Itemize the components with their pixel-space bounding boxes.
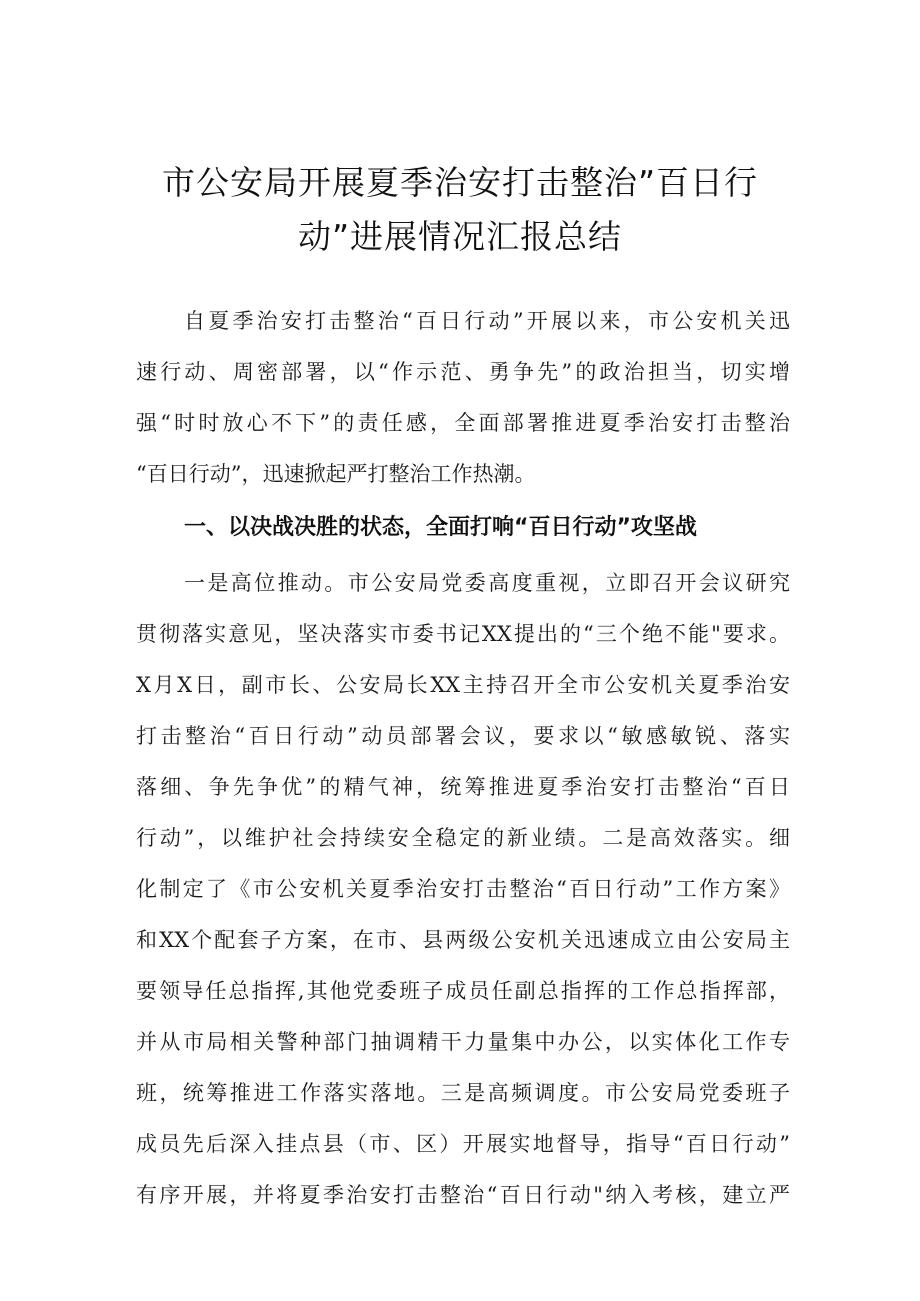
paragraph-line: 成员先后深入挂点县（市、区）开展实地督导，指导“百日行动” [136,1132,790,1156]
title-line: 市公安局开展夏季治安打击整治”百日行 [161,163,759,202]
paragraph-line: 强“时时放心不下”的责任感，全面部署推进夏季治安打击整治 [136,411,790,435]
paragraph-line: 班，统筹推进工作落实落地。三是高频调度。市公安局党委班子 [136,1081,790,1105]
intro-paragraph [136,296,790,500]
paragraph-line: X月X日，副市长、公安局长XX主持召开全市公安机关夏季治安 [136,673,790,697]
paragraph-line: 自夏季治安打击整治“百日行动”开展以来，市公安机关迅 [184,309,790,333]
paragraph-line: 要领导任总指挥,其他党委班子成员任副总指挥的工作总指挥部， [136,979,790,1003]
paragraph-line: 并从市局相关警种部门抽调精干力量集中办公，以实体化工作专 [136,1030,790,1054]
paragraph-line: 和XX个配套子方案，在市、县两级公安机关迅速成立由公安局主 [136,928,790,952]
paragraph-line: “百日行动”，迅速掀起严打整治工作热潮。 [136,462,536,486]
paragraph-line: 打击整治“百日行动”动员部署会议，要求以“敏感敏锐、落实 [136,724,790,748]
paragraph-line: 落细、争先争优”的精气神，统筹推进夏季治安打击整治“百日 [136,775,790,799]
paragraph-line: 一是高位推动。市公安局党委高度重视，立即召开会议研究 [184,571,790,595]
paragraph-line: 速行动、周密部署，以“作示范、勇争先”的政治担当，切实增 [136,360,790,384]
document-title [120,156,800,264]
section1-paragraph [136,558,790,1221]
paragraph-line: 有序开展，并将夏季治安打击整治“百日行动"纳入考核，建立严 [136,1183,790,1207]
paragraph-line: 行动”，以维护社会持续安全稳定的新业绩。二是高效落实。细 [136,826,790,850]
paragraph-line: 贯彻落实意见，坚决落实市委书记XX提出的“三个绝不能"要求。 [136,622,790,646]
section-heading: 一、以决战决胜的状态，全面打响“百日行动”攻坚战 [184,515,697,540]
paragraph-line: 化制定了《市公安机关夏季治安打击整治“百日行动”工作方案》 [136,877,790,901]
title-line: 动”进展情况汇报总结 [297,217,623,256]
